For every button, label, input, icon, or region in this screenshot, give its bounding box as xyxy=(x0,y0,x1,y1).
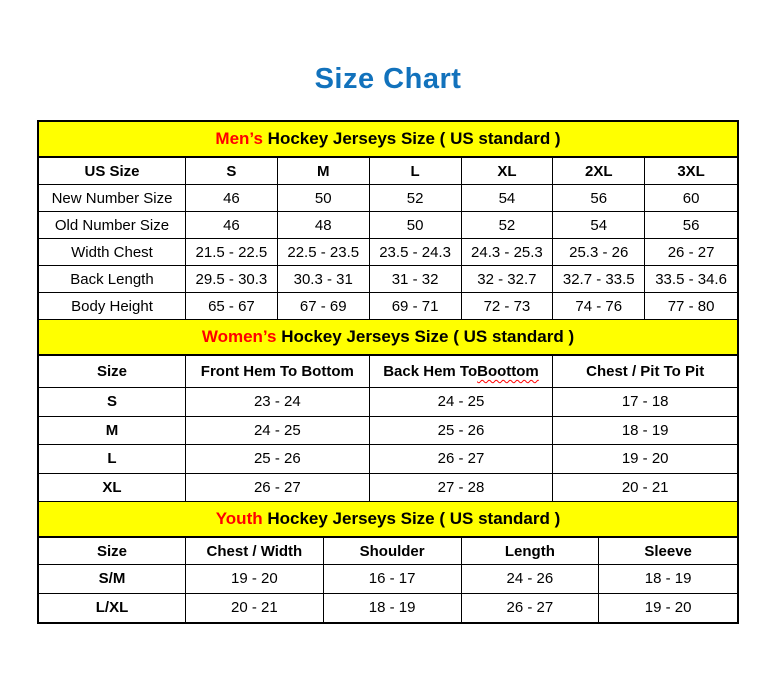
youth-section-header: Youth Hockey Jerseys Size ( US standard ) xyxy=(39,502,737,538)
men-value-cell: 54 xyxy=(553,212,645,239)
women-value-cell: 19 - 20 xyxy=(553,445,737,474)
women-value-cell: 27 - 28 xyxy=(370,474,554,503)
men-value-cell: 30.3 - 31 xyxy=(278,266,370,293)
men-value-cell: 77 - 80 xyxy=(645,293,737,320)
men-value-cell: 60 xyxy=(645,185,737,212)
youth-header-cell: Size xyxy=(39,538,186,565)
men-header-cell: 2XL xyxy=(553,158,645,185)
men-value-cell: 52 xyxy=(370,185,462,212)
youth-header-row xyxy=(39,538,737,565)
men-value-cell: 48 xyxy=(278,212,370,239)
men-header-cell: US Size xyxy=(39,158,186,185)
youth-header-cell: Chest / Width xyxy=(186,538,324,565)
youth-value-cell: 26 - 27 xyxy=(462,594,600,623)
men-value-cell: 26 - 27 xyxy=(645,239,737,266)
women-value-cell: 26 - 27 xyxy=(370,445,554,474)
youth-row-label: L/XL xyxy=(39,594,186,623)
youth-value-cell: 20 - 21 xyxy=(186,594,324,623)
men-value-cell: 72 - 73 xyxy=(462,293,554,320)
women-value-cell: 26 - 27 xyxy=(186,474,370,503)
men-value-cell: 31 - 32 xyxy=(370,266,462,293)
men-value-cell: 21.5 - 22.5 xyxy=(186,239,278,266)
women-data-row xyxy=(39,388,737,417)
women-data-row xyxy=(39,474,737,503)
men-section-header: Men’s Hockey Jerseys Size ( US standard ) xyxy=(39,122,737,158)
men-value-cell: 25.3 - 26 xyxy=(553,239,645,266)
women-value-cell: 23 - 24 xyxy=(186,388,370,417)
women-value-cell: 25 - 26 xyxy=(370,417,554,446)
women-row-label: L xyxy=(39,445,186,474)
men-header-cell: M xyxy=(278,158,370,185)
men-value-cell: 56 xyxy=(553,185,645,212)
women-data-row xyxy=(39,445,737,474)
youth-row-label: S/M xyxy=(39,565,186,594)
women-value-cell: 24 - 25 xyxy=(370,388,554,417)
men-value-cell: 74 - 76 xyxy=(553,293,645,320)
men-data-row xyxy=(39,185,737,212)
women-header-cell: Size xyxy=(39,356,186,388)
men-data-row xyxy=(39,293,737,320)
women-row-label: M xyxy=(39,417,186,446)
youth-data-row xyxy=(39,594,737,623)
men-section-highlight: Men’s xyxy=(215,129,263,148)
men-value-cell: 52 xyxy=(462,212,554,239)
men-value-cell: 46 xyxy=(186,185,278,212)
youth-header-cell: Length xyxy=(462,538,600,565)
women-section-highlight: Women’s xyxy=(201,327,277,346)
youth-value-cell: 19 - 20 xyxy=(644,599,692,617)
men-value-cell: 69 - 71 xyxy=(370,293,462,320)
women-row-label: S xyxy=(39,388,186,417)
women-value-cell: 24 - 25 xyxy=(186,417,370,446)
youth-header-cell: Shoulder xyxy=(324,538,462,565)
men-value-cell: 50 xyxy=(370,212,462,239)
misspelled-word: Boottom xyxy=(477,363,539,380)
men-header-cell: L xyxy=(370,158,462,185)
men-value-cell: 54 xyxy=(462,185,554,212)
men-value-cell: 65 - 67 xyxy=(186,293,278,320)
youth-section-highlight: Youth xyxy=(215,509,263,528)
men-data-row xyxy=(39,212,737,239)
women-header-cell: Front Hem To Bottom xyxy=(186,356,370,388)
men-value-cell: 33.5 - 34.6 xyxy=(645,266,737,293)
men-value-cell: 29.5 - 30.3 xyxy=(186,266,278,293)
women-section-header: Women’s Hockey Jerseys Size ( US standard ) xyxy=(39,320,737,356)
men-value-cell: 22.5 - 23.5 xyxy=(278,239,370,266)
page-title: Size Chart xyxy=(314,63,462,95)
men-value-cell: 32 - 32.7 xyxy=(462,266,554,293)
youth-value-cell: 24 - 26 xyxy=(462,565,600,594)
men-row-label: Back Length xyxy=(39,266,186,293)
size-tables xyxy=(37,120,739,624)
men-row-label: Old Number Size xyxy=(39,212,186,239)
men-header-row xyxy=(39,158,737,185)
men-value-cell: 56 xyxy=(645,212,737,239)
women-value-cell: 25 - 26 xyxy=(186,445,370,474)
youth-header-cell: Sleeve xyxy=(599,538,737,565)
men-row-label: New Number Size xyxy=(39,185,186,212)
women-value-cell: 17 - 18 xyxy=(553,388,737,417)
women-data-row xyxy=(39,417,737,446)
youth-data-row xyxy=(39,565,737,594)
men-row-label: Width Chest xyxy=(39,239,186,266)
men-value-cell: 23.5 - 24.3 xyxy=(370,239,462,266)
women-header-row xyxy=(39,356,737,388)
youth-value-cell: 18 - 19 xyxy=(324,594,462,623)
men-value-cell: 67 - 69 xyxy=(278,293,370,320)
men-value-cell: 50 xyxy=(278,185,370,212)
women-header-cell: Back Hem To Boottom xyxy=(370,356,554,388)
men-header-cell: S xyxy=(186,158,278,185)
men-data-row xyxy=(39,266,737,293)
women-value-cell: 20 - 21 xyxy=(553,474,737,503)
men-value-cell: 24.3 - 25.3 xyxy=(462,239,554,266)
women-value-cell: 18 - 19 xyxy=(553,417,737,446)
women-row-label: XL xyxy=(39,474,186,503)
men-header-cell: 3XL xyxy=(645,158,737,185)
men-value-cell: 32.7 - 33.5 xyxy=(553,266,645,293)
women-header-cell: Chest / Pit To Pit xyxy=(553,356,737,388)
men-value-cell: 46 xyxy=(186,212,278,239)
men-header-cell: XL xyxy=(462,158,554,185)
men-row-label: Body Height xyxy=(39,293,186,320)
youth-value-cell: 18 - 19 xyxy=(599,565,737,594)
youth-value-cell: 19 - 20 xyxy=(186,565,324,594)
youth-value-cell: 16 - 17 xyxy=(324,565,462,594)
men-data-row xyxy=(39,239,737,266)
